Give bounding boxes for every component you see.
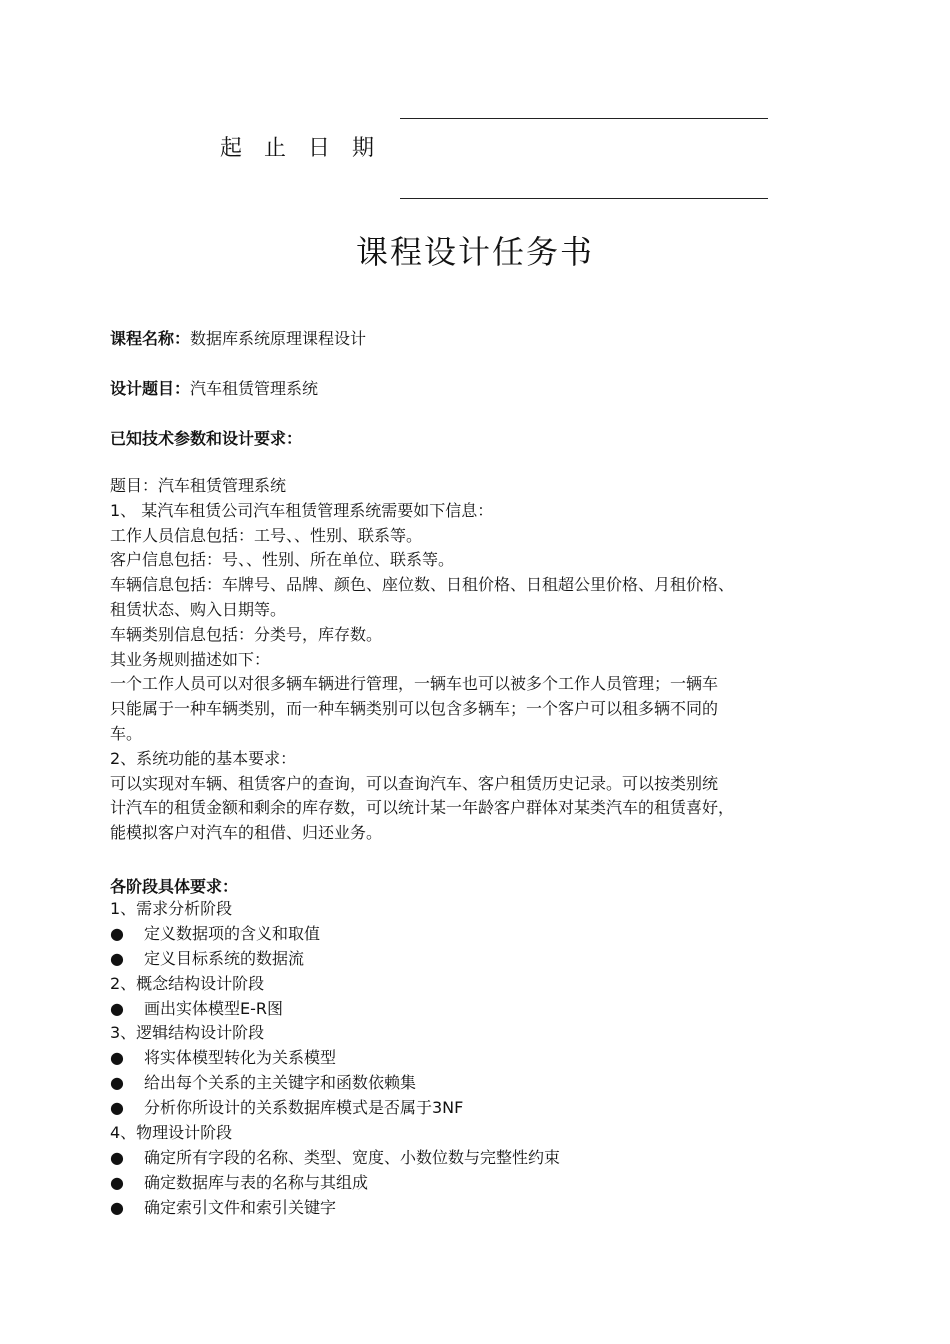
requirements-line: 题目：汽车租赁管理系统 <box>110 476 287 495</box>
stage-bullet-item <box>110 1146 880 1171</box>
stage-bullet-item <box>110 1046 880 1071</box>
requirements-heading <box>110 426 302 449</box>
course-name-label: 课程名称： <box>110 329 191 348</box>
requirements-heading-text: 已知技术参数和设计要求： <box>110 429 303 448</box>
design-topic-label: 设计题目： <box>110 379 191 398</box>
stage-bullet-text: 确定索引文件和索引关键字 <box>144 1197 337 1217</box>
date-value-line <box>400 198 768 199</box>
date-top-line <box>400 118 768 119</box>
stage-bullet-text: 分析你所设计的关系数据库模式是否属于3NF <box>144 1098 464 1118</box>
requirements-line: 车辆信息包括：车牌号、品牌、颜色、座位数、日租价格、日租超公里价格、月租价格、 <box>110 575 735 595</box>
bullet-icon: ● <box>110 998 124 1018</box>
bullet-icon: ● <box>110 1172 124 1192</box>
bullet-icon: ● <box>110 923 124 943</box>
course-name-value: 数据库系统原理课程设计 <box>190 329 367 348</box>
requirements-line: 1、 某汽车租赁公司汽车租赁管理系统需要如下信息： <box>110 500 494 520</box>
design-topic-field <box>110 376 318 399</box>
stage-bullet-item <box>110 922 880 947</box>
course-name-field <box>110 326 366 349</box>
stage-bullet-item <box>110 1196 880 1221</box>
requirements-line: 一个工作人员可以对很多辆车辆进行管理，一辆车也可以被多个工作人员管理；一辆车 <box>110 674 719 694</box>
requirements-line: 2、系统功能的基本要求： <box>110 748 297 768</box>
requirements-line: 工作人员信息包括：工号、、性别、联系等。 <box>110 525 423 545</box>
requirements-line: 租赁状态、购入日期等。 <box>110 599 287 619</box>
stages-heading <box>110 874 238 897</box>
requirements-line: 能模拟客户对汽车的租借、归还业务。 <box>110 823 383 843</box>
stage-bullet-text: 画出实体模型E-R图 <box>144 998 284 1018</box>
stage-bullet-item <box>110 1071 880 1096</box>
bullet-icon: ● <box>110 1098 124 1118</box>
date-label: 起止日期 <box>220 136 397 161</box>
stage-bullet-text: 定义目标系统的数据流 <box>144 948 305 968</box>
stage-bullet-text: 确定数据库与表的名称与其组成 <box>144 1172 369 1192</box>
stage-bullet-item <box>110 947 880 972</box>
bullet-icon: ● <box>110 1147 124 1167</box>
requirements-body <box>110 474 880 846</box>
stage-bullet-text: 将实体模型转化为关系模型 <box>144 1048 337 1068</box>
stage-heading: 4、物理设计阶段 <box>110 1123 233 1143</box>
bullet-icon: ● <box>110 1073 124 1093</box>
stage-heading: 2、概念结构设计阶段 <box>110 973 265 993</box>
stage-bullet-text: 定义数据项的含义和取值 <box>144 923 321 943</box>
stage-bullet-text: 给出每个关系的主关键字和函数依赖集 <box>144 1073 417 1093</box>
stages-heading-text: 各阶段具体要求： <box>110 877 239 896</box>
stage-heading: 3、逻辑结构设计阶段 <box>110 1023 265 1043</box>
stage-heading: 1、需求分析阶段 <box>110 899 233 918</box>
bullet-icon: ● <box>110 948 124 968</box>
stage-bullet-item <box>110 1096 880 1121</box>
page-title: 课程设计任务书 <box>355 233 594 271</box>
stage-bullet-text: 确定所有字段的名称、类型、宽度、小数位数与完整性约束 <box>144 1147 561 1167</box>
bullet-icon: ● <box>110 1048 124 1068</box>
bullet-icon: ● <box>110 1197 124 1217</box>
stage-bullet-item <box>110 1171 880 1196</box>
design-topic-value: 汽车租赁管理系统 <box>190 379 319 398</box>
stage-bullet-item <box>110 997 880 1022</box>
requirements-line: 客户信息包括：号、、性别、所在单位、联系等。 <box>110 550 455 570</box>
requirements-line: 计汽车的租赁金额和剩余的库存数，可以统计某一年龄客户群体对某类汽车的租赁喜好， <box>110 798 735 818</box>
requirements-line: 车辆类别信息包括：分类号，库存数。 <box>110 624 383 644</box>
requirements-line: 可以实现对车辆、租赁客户的查询，可以查询汽车、客户租赁历史记录。可以按类别统 <box>110 773 719 793</box>
requirements-line: 只能属于一种车辆类别，而一种车辆类别可以包含多辆车；一个客户可以租多辆不同的 <box>110 699 719 719</box>
requirements-line: 其业务规则描述如下： <box>110 649 271 669</box>
requirements-line: 车。 <box>110 723 143 743</box>
stages-list <box>110 897 880 1221</box>
